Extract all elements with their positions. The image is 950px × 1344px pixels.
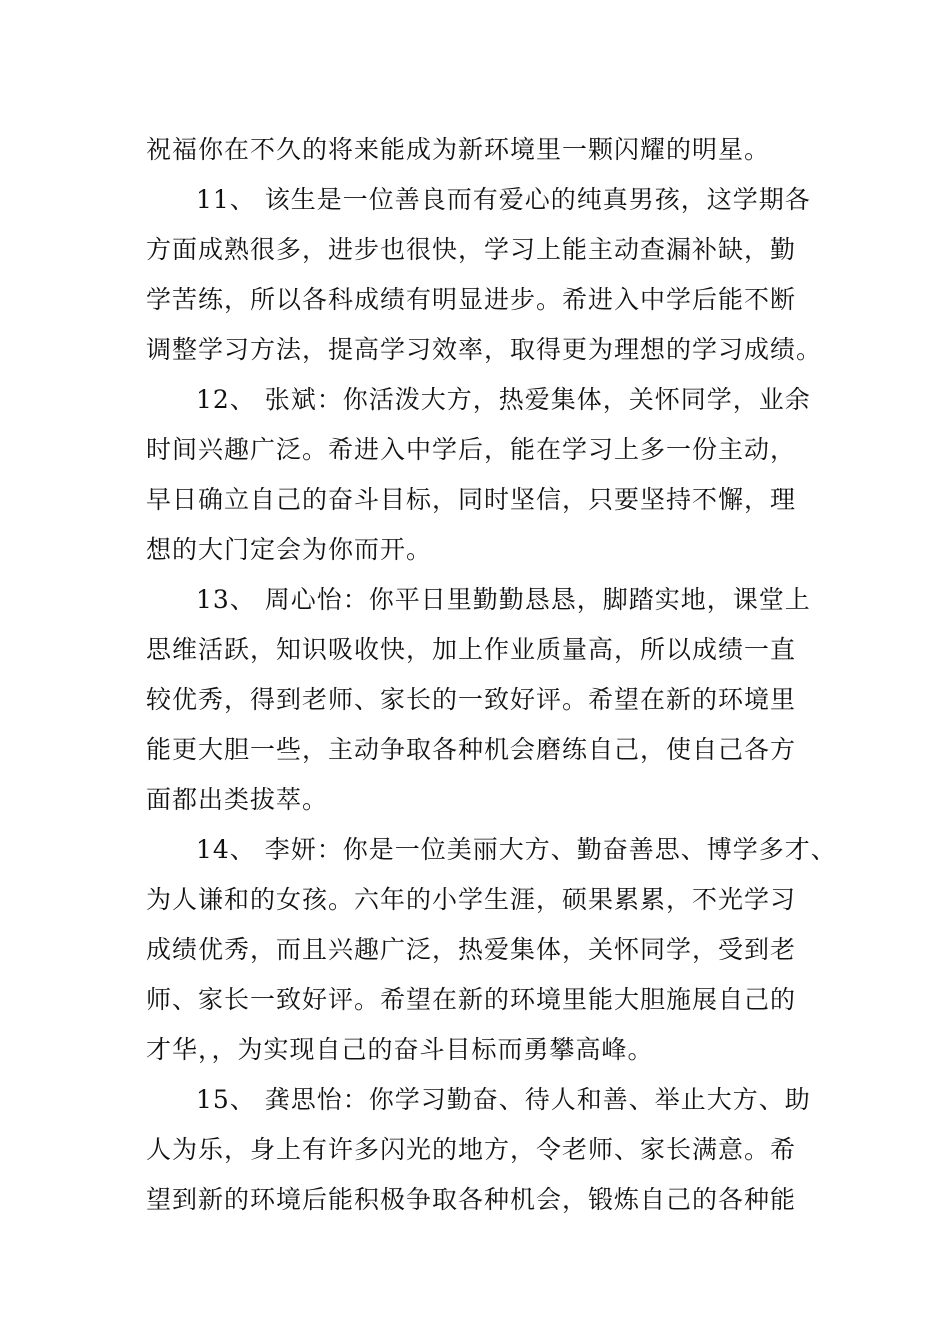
text-line: 为人谦和的女孩。六年的小学生涯，硕果累累，不光学习 — [146, 885, 797, 914]
text-line: 较优秀，得到老师、家长的一致好评。希望在新的环境里 — [146, 685, 797, 714]
text-line: 能更大胆一些，主动争取各种机会磨练自己，使自己各方 — [146, 735, 797, 764]
text-line: 人为乐，身上有许多闪光的地方，令老师、家长满意。希 — [146, 1135, 797, 1164]
text-line: 思维活跃，知识吸收快，加上作业质量高，所以成绩一直 — [146, 635, 797, 664]
text-line: 早日确立自己的奋斗目标，同时坚信，只要坚持不懈，理 — [146, 485, 797, 514]
comment-14-start: 14、 李妍：你是一位美丽大方、勤奋善思、博学多才、 — [196, 835, 837, 864]
text-line: 才华，，为实现自己的奋斗目标而勇攀高峰。 — [146, 1035, 654, 1064]
text-line: 祝福你在不久的将来能成为新环境里一颗闪耀的明星。 — [146, 135, 771, 164]
text-line: 方面成熟很多，进步也很快，学习上能主动查漏补缺，勤 — [146, 235, 797, 264]
text-line: 时间兴趣广泛。希进入中学后，能在学习上多一份主动， — [146, 435, 797, 464]
text-line: 学苦练，所以各科成绩有明显进步。希进入中学后能不断 — [146, 285, 797, 314]
comment-12-start: 12、 张斌：你活泼大方，热爱集体，关怀同学，业余 — [196, 385, 811, 414]
text-line: 师、家长一致好评。希望在新的环境里能大胆施展自己的 — [146, 985, 797, 1014]
comment-13-start: 13、 周心怡：你平日里勤勤恳恳，脚踏实地，课堂上 — [196, 585, 811, 614]
text-line: 面都出类拔萃。 — [146, 785, 329, 814]
comment-11-start: 11、 该生是一位善良而有爱心的纯真男孩，这学期各 — [196, 185, 811, 214]
text-line: 想的大门定会为你而开。 — [146, 535, 433, 564]
text-line: 调整学习方法，提高学习效率，取得更为理想的学习成绩。 — [146, 335, 823, 364]
text-line: 望到新的环境后能积极争取各种机会，锻炼自己的各种能 — [146, 1185, 797, 1214]
comment-15-start: 15、 龚思怡：你学习勤奋、待人和善、举止大方、助 — [196, 1085, 811, 1114]
text-line: 成绩优秀，而且兴趣广泛，热爱集体，关怀同学，受到老 — [146, 935, 797, 964]
